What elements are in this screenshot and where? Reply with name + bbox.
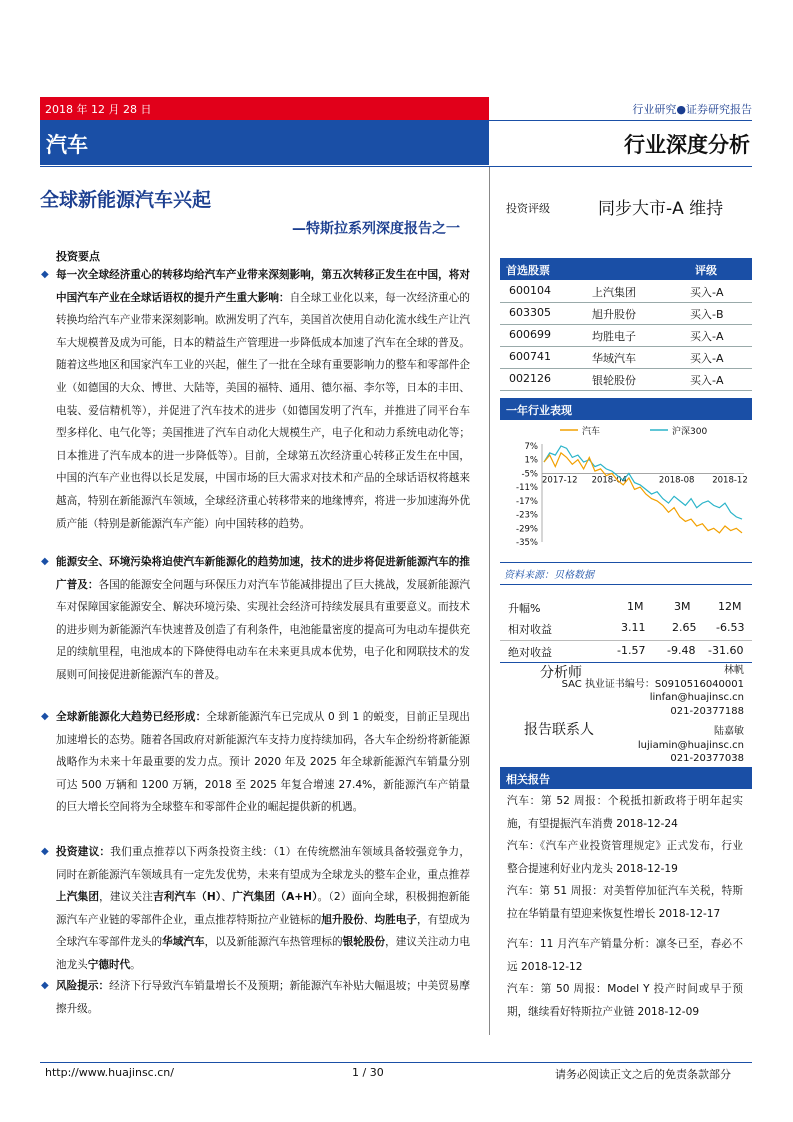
perf-header-3m: 3M — [674, 600, 691, 613]
sector-name: 汽车 — [46, 133, 88, 157]
perf-row-label: 相对收益 — [508, 623, 552, 636]
paragraph-global-trend — [56, 706, 470, 819]
header-bottom-divider — [40, 166, 752, 167]
table-row — [500, 368, 752, 391]
y-tick-label: -35% — [516, 538, 538, 548]
perf-header-1m: 1M — [627, 600, 644, 613]
stocks-header-rating: 评级 — [695, 264, 717, 277]
y-tick-label: -17% — [516, 496, 538, 507]
stock-code: 600699 — [509, 328, 551, 341]
paragraph-body: ，有望成为全球汽车零部件龙头的 — [56, 913, 471, 949]
analyst-email: linfan@huajinsc.cn — [649, 692, 744, 703]
diamond-bullet-icon: ◆ — [41, 556, 49, 567]
footer-divider — [40, 1062, 752, 1063]
footer-url[interactable]: http://www.huajinsc.cn/ — [45, 1066, 174, 1079]
contact-info — [520, 725, 744, 766]
table-row — [500, 640, 752, 662]
related-report-item[interactable]: 汽车：11 月汽车产销量分析：凛冬已至，春必不远 2018-12-12 — [507, 938, 743, 973]
contact-name: 陆嘉敏 — [714, 726, 744, 737]
x-tick-label: 2018-04 — [591, 475, 628, 486]
stock-name-geely: 吉利汽车（H） — [153, 891, 222, 904]
related-report-item[interactable]: 汽车：《汽车产业投资管理规定》正式发布，行业整合提速利好业内龙头 2018-12-19 — [507, 840, 743, 875]
rating-value: 同步大市-A 维持 — [598, 199, 724, 219]
stocks-header-name: 首选股票 — [506, 264, 550, 277]
y-tick-label: 1% — [524, 455, 538, 466]
y-tick-label: -11% — [516, 483, 538, 494]
industry-performance-chart — [500, 420, 752, 562]
related-reports-title: 相关报告 — [506, 773, 550, 786]
paragraph-lead: 全球新能源化大趋势已经形成： — [56, 711, 207, 723]
related-report-item[interactable]: 汽车：第 52 周报：个税抵扣新政将于明年起实施，有望提振汽车消费 2018-12-24 — [507, 795, 743, 830]
diamond-bullet-icon: ◆ — [41, 711, 49, 722]
report-date: 2018 年 12 月 28 日 — [45, 103, 152, 116]
performance-title: 一年行业表现 — [506, 404, 572, 417]
perf-value: -1.57 — [617, 644, 646, 657]
header-blue-bar — [40, 120, 489, 165]
y-tick-label: -23% — [516, 510, 538, 521]
perf-value: 3.11 — [621, 621, 646, 634]
series-line — [544, 453, 742, 533]
paragraph-body: 经济下行导致汽车销量增长不及预期；新能源汽车补贴大幅退坡；中美贸易摩擦升级。 — [56, 980, 471, 1015]
table-row — [500, 617, 752, 639]
paragraph-lead: 投资建议： — [56, 846, 111, 858]
paragraph-body: 自全球工业化以来，每一次经济重心的转换均给汽车产业带来深刻影响。欧洲发明了汽车，美国首次使用自动化流水线生产让汽车大规模普及成为可能，日本的精益生产管理进一步降低成本加速了汽车在全球的普及。随着这些地区和国家汽车工业的兴起，催生了一批在全球有重要影响力的整车和零部件企业（如德国的大众、博世、大陆等，美国的福特、通用、德尔福、李尔等，日本的丰田、电装、爱信精机等），并促进了汽车技术的进步（如德国发明了汽车，并推进了同平台车型多样化、电气化等；美国推进了汽车自动化大规模生产，电子化和动力系统电动化等；日本推进了汽车成本的进一步降低等）。目前，全球第五次经济重心转移正发生在中国，中国的汽车产业也得以长足发展，中国市场的巨大需求对技术和产品的全球话语权将越来越高，特别在新能源汽车领域，全球经济重心转移带来的地缘博弈，将进一步加速海外优质产能（特别是新能源汽车产能）向中国转移的趋势。 — [56, 291, 471, 530]
related-reports-header — [500, 767, 752, 789]
table-row — [500, 324, 752, 347]
paragraph-body: 我们重点推荐以下两条投资主线：（1）在传统燃油车领域具备较强竞争力，同时在新能源汽车领域具有一定先发优势，未来有望成为全球龙头的整车企业，重点推荐 — [56, 846, 471, 881]
paragraph-investment-advice — [56, 841, 470, 977]
stock-name-saic: 上汽集团 — [56, 891, 100, 904]
report-type: 行业深度分析 — [624, 133, 750, 157]
stock-code: 600741 — [509, 350, 551, 363]
paragraph-body: 。 — [130, 958, 141, 971]
stock-rating: 买入-A — [690, 374, 724, 387]
stock-code: 600104 — [509, 284, 551, 297]
paragraph-body: 全球新能源汽车已完成从 0 到 1 的蜕变，目前正呈现出加速增长的态势。随着各国政府对新能源汽车支持力度持续加码，各大车企纷纷将新能源战略作为未来十年最重要的发力点。预计 2020 年及 2025 年全球新能源汽车销量分别可达 500 万辆和 1200 万辆，2018 至 2025 年复合增速 27.4%，新能源汽车产销量的巨大增长空间将为全球整车和零部件企业的崛起提供新的机遇。 — [56, 711, 471, 814]
perf-table-header — [500, 596, 752, 618]
table-row — [500, 302, 752, 325]
table-row — [500, 346, 752, 369]
header-divider — [489, 120, 752, 121]
analyst-info — [520, 664, 744, 718]
diamond-bullet-icon: ◆ — [41, 980, 49, 991]
stock-rating: 买入-A — [690, 352, 724, 365]
stock-code: 603305 — [509, 306, 551, 319]
related-report-item[interactable]: 汽车：第 51 周报：对美暂停加征汽车关税，特斯拉在华销量有望迎来恢复性增长 2018-12-17 — [507, 885, 743, 920]
stock-name-xusheng: 旭升股份 — [321, 913, 364, 926]
paragraph-risk — [56, 975, 470, 1020]
paragraph-body: ，建议关注动力电池龙头 — [56, 936, 471, 971]
contact-email: lujiamin@huajinsc.cn — [637, 739, 744, 751]
related-report-item[interactable]: 汽车：第 50 周报：Model Y 投产时间或早于预期，继续看好特斯拉产业链 2018-12-09 — [507, 983, 743, 1018]
paragraph-lead: 风险提示： — [56, 980, 110, 992]
x-tick-label: 2017-12 — [542, 475, 578, 486]
paragraph-body: 。（2）面向全球，积极拥抱新能源汽车产业链的零部件企业，重点推荐特斯拉产业链标的 — [56, 891, 470, 926]
footer-disclaimer: 请务必阅读正文之后的免责条款部分 — [555, 1068, 731, 1081]
paragraph-body: ，以及新能源汽车热管理标的 — [204, 936, 343, 949]
paragraph-body: 各国的能源安全问题与环保压力对汽车节能减排提出了巨大挑战，发展新能源汽车对保障国家能源安全、解决环境污染、实现社会经济可持续发展具有重要意义。而技术的进步则为新能源汽车快速普及创造了有利条件，电池能量密度的提高可为电动车提供充足的续航里程，电池成本的下降使得电动车在未来更具成本优势，电子化和网联技术的发展则可间接促进新能源汽车的普及。 — [56, 578, 471, 681]
stock-name-yinlun: 银轮股份 — [342, 936, 386, 949]
rating-label: 投资评级 — [506, 202, 550, 215]
y-tick-label: -29% — [516, 524, 538, 535]
x-tick-label: 2018-12 — [712, 475, 748, 486]
paragraph-body: 、 — [363, 913, 375, 926]
performance-header — [500, 398, 752, 420]
paragraph-lead: 每一次全球经济重心的转移均给汽车产业带来深刻影响，第五次转移正发生在中国，将对中国汽车产业在全球话语权的提升产生重大影响： — [56, 269, 470, 304]
stock-code: 002126 — [509, 372, 551, 385]
perf-value: 2.65 — [672, 621, 697, 634]
diamond-bullet-icon: ◆ — [41, 269, 49, 280]
table-row — [500, 280, 752, 303]
analyst-name: 林帆 — [724, 665, 744, 676]
stock-rating: 买入-A — [690, 330, 724, 343]
paragraph-body: 、 — [221, 891, 233, 904]
perf-table-top-divider — [500, 584, 752, 585]
source-note: 资料来源：贝格数据 — [504, 570, 594, 581]
stock-name-catl: 宁德时代 — [87, 958, 131, 971]
contact-phone: 021-20377038 — [670, 753, 744, 764]
perf-header-12m: 12M — [718, 600, 742, 613]
page-number: 1 / 30 — [352, 1066, 384, 1079]
analyst-phone: 021-20377188 — [670, 705, 744, 717]
perf-table-bottom-divider — [500, 662, 752, 663]
stock-name-huayu: 华域汽车 — [162, 936, 205, 949]
stock-name-gac: 广汽集团（A+H） — [232, 891, 318, 904]
paragraph-lead: 能源安全、环境污染将迫使汽车新能源化的趋势加速，技术的进步将促进新能源汽车的推广普及： — [56, 556, 470, 591]
chart-bottom-divider — [500, 562, 752, 563]
page-title: 全球新能源汽车兴起 — [40, 189, 212, 211]
legend-label: 沪深300 — [672, 427, 708, 437]
contact-label: 报告联系人 — [524, 722, 594, 738]
y-tick-label: 7% — [524, 442, 538, 452]
paragraph-economic-shift — [56, 264, 470, 535]
perf-value: -6.53 — [716, 621, 745, 634]
stock-name: 华域汽车 — [592, 352, 636, 365]
stock-name: 银轮股份 — [592, 374, 636, 387]
legend-label: 汽车 — [582, 427, 601, 437]
report-category: 行业研究●证券研究报告 — [632, 103, 752, 116]
diamond-bullet-icon: ◆ — [41, 846, 49, 857]
y-tick-label: -5% — [521, 469, 538, 480]
perf-row-label: 绝对收益 — [508, 646, 552, 659]
stocks-table-header — [500, 258, 752, 280]
stock-rating: 买入-B — [690, 308, 724, 321]
paragraph-body: ，建议关注 — [99, 891, 153, 904]
stock-name-joyson: 均胜电子 — [374, 913, 417, 926]
column-divider — [489, 167, 490, 1035]
stock-rating: 买入-A — [690, 286, 724, 299]
x-tick-label: 2018-08 — [658, 475, 695, 486]
stock-name: 旭升股份 — [592, 308, 636, 321]
perf-value: -9.48 — [667, 644, 696, 657]
paragraph-energy-security — [56, 551, 470, 687]
stock-name: 均胜电子 — [592, 330, 636, 343]
perf-header-label: 升幅% — [508, 602, 541, 615]
analyst-label: 分析师 — [540, 665, 582, 681]
key-points-label: 投资要点 — [56, 250, 100, 263]
perf-value: -31.60 — [708, 644, 744, 657]
page-subtitle: —特斯拉系列深度报告之一 — [292, 221, 460, 237]
stock-name: 上汽集团 — [592, 286, 636, 299]
analyst-cert: SAC 执业证书编号：S0910516040001 — [561, 678, 744, 690]
